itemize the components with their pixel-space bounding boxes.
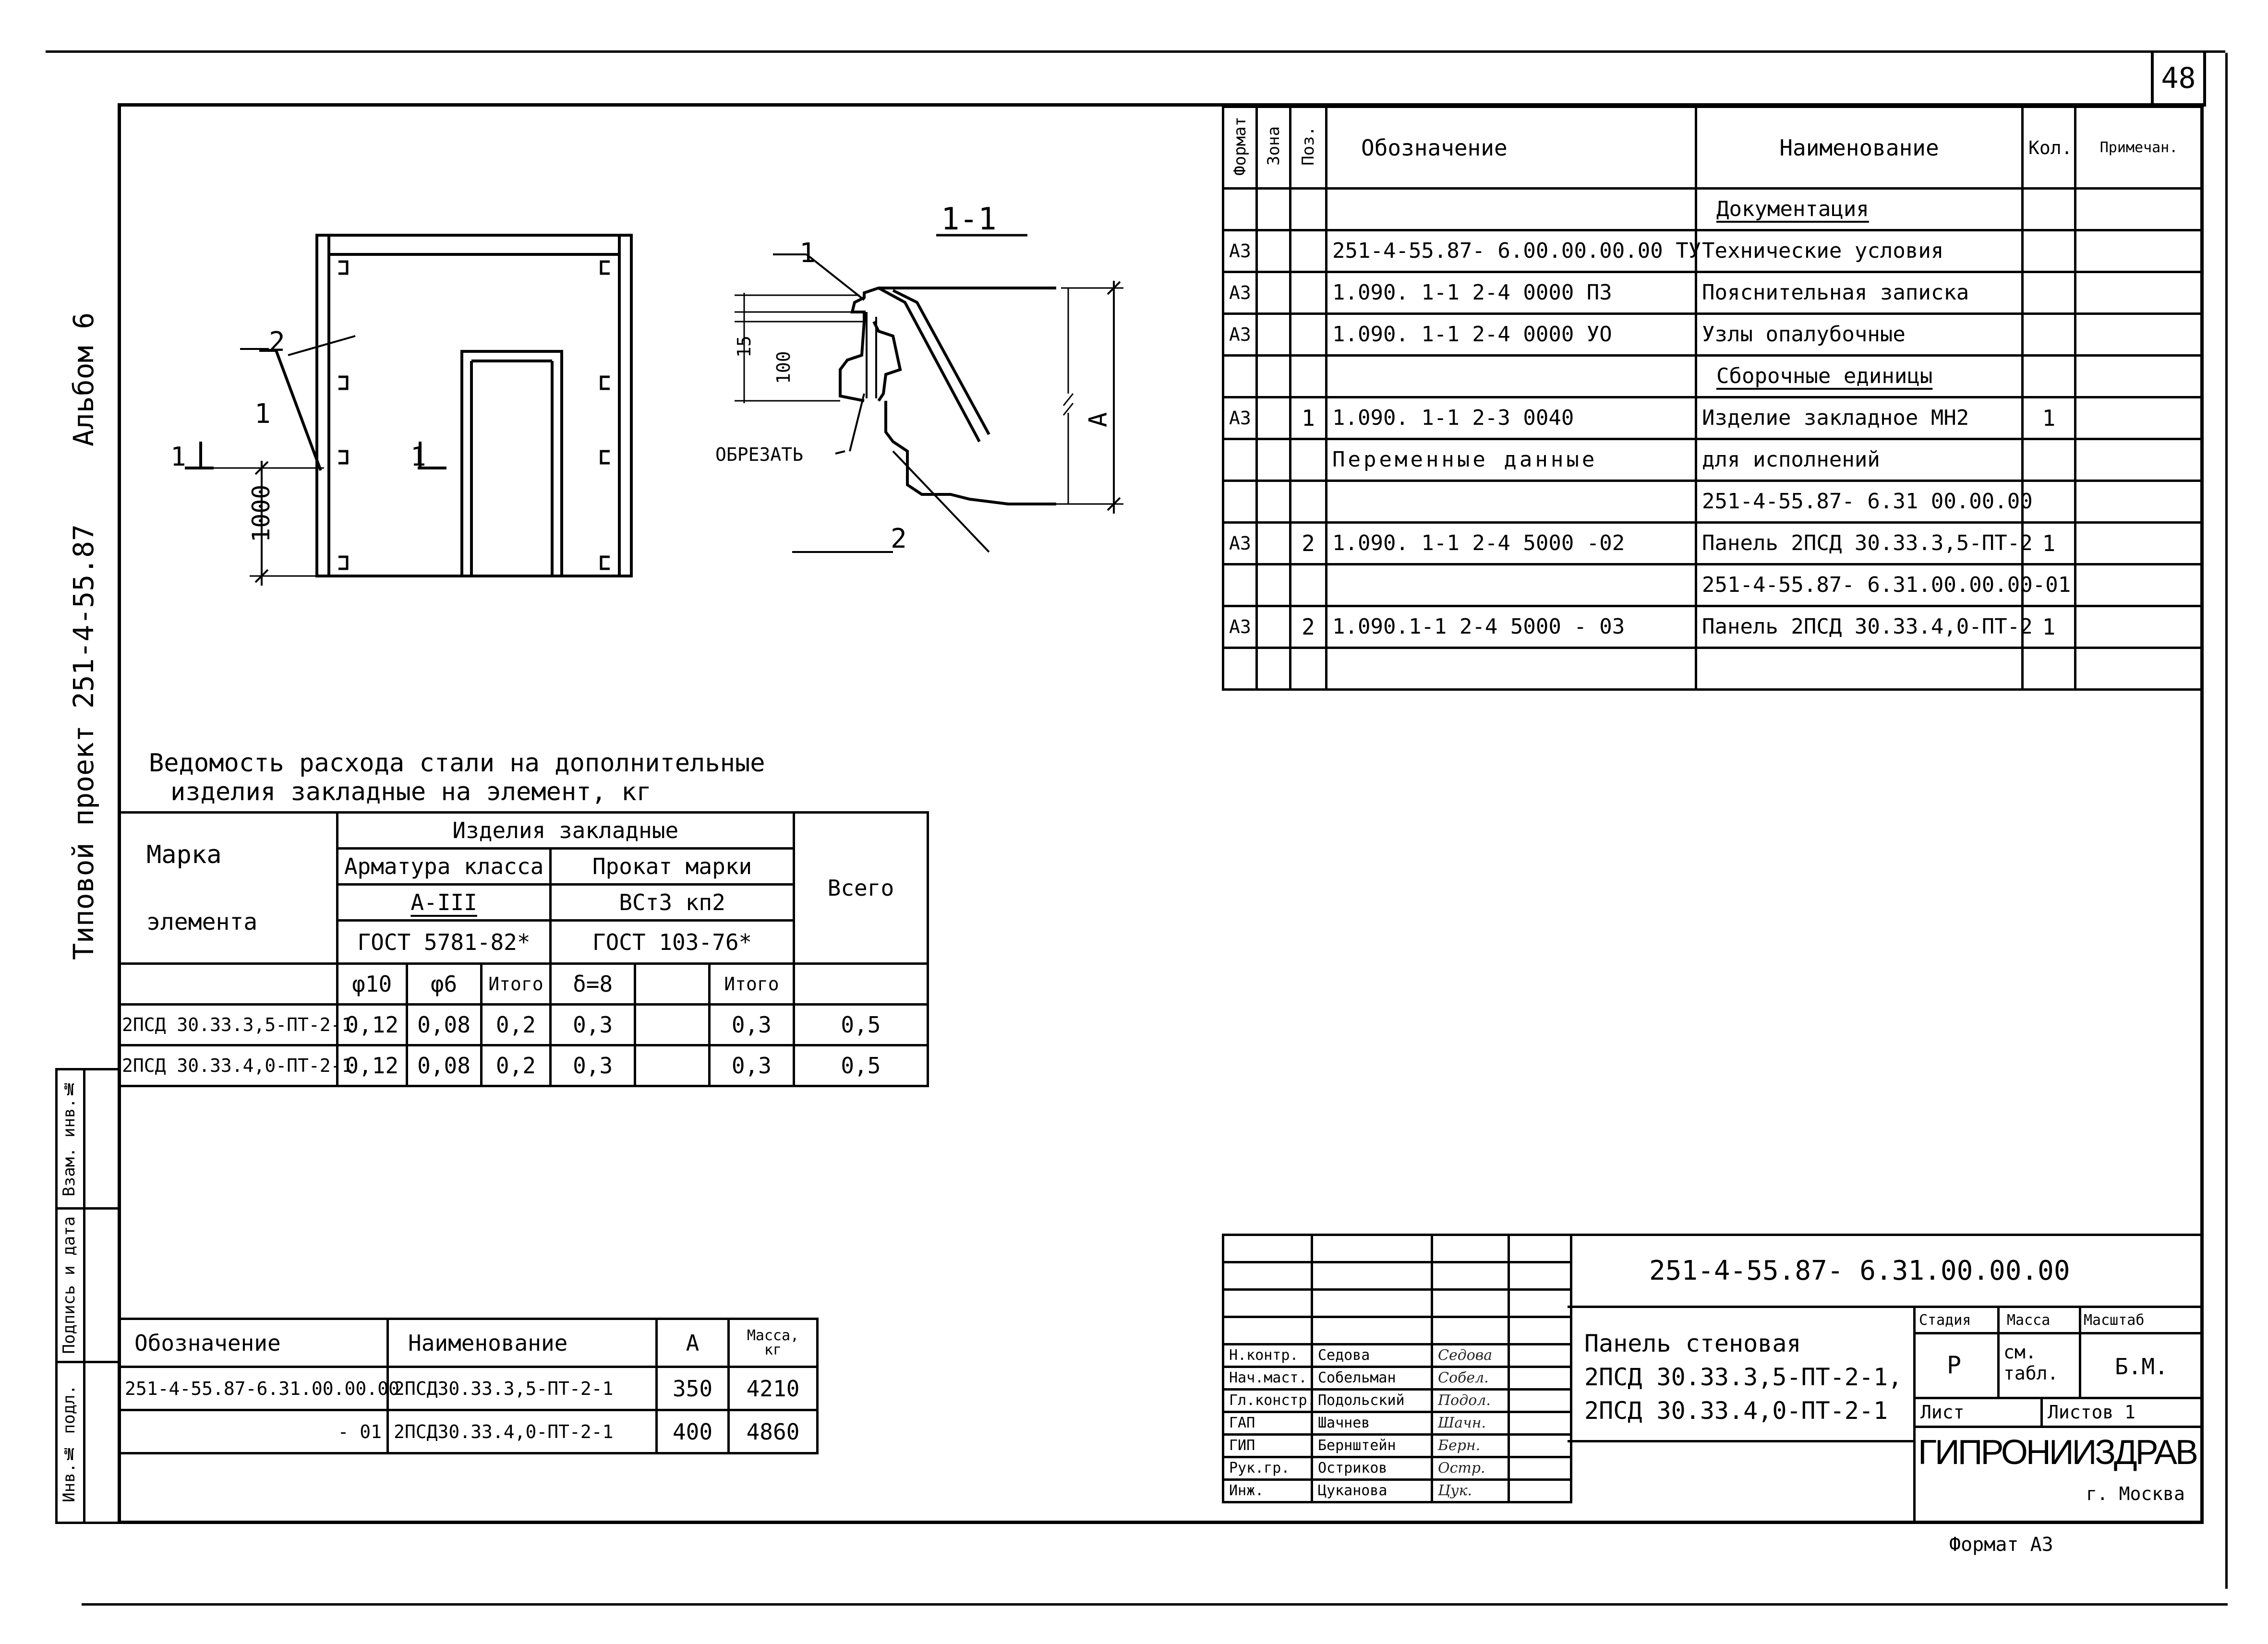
panel-outline <box>317 235 631 576</box>
tb-title-l1: Панель стеновая <box>1584 1330 1801 1357</box>
steel-h-blank <box>635 964 710 1005</box>
signatory-row <box>1223 1480 1571 1502</box>
spec-cell-name: Панель 2ПСД 30.33.4,0-ПТ-2 <box>1696 606 2023 648</box>
spec-cell-format: А3 <box>1223 230 1257 272</box>
signatory-name: Цуканова <box>1312 1480 1432 1502</box>
spec-cell-pos <box>1291 439 1327 481</box>
spec-cell-name: Технические условия <box>1696 230 2023 272</box>
spec-cell-note <box>2075 272 2203 314</box>
spec-cell-pos <box>1291 481 1327 523</box>
signatory-name: Седова <box>1312 1344 1432 1367</box>
spec-cell-qty <box>2023 189 2075 230</box>
signatory-sig: Берн. <box>1432 1435 1509 1457</box>
spec-cell-designation: 1.090. 1-1 2-3 0040 <box>1327 397 1696 439</box>
spec-cell-qty <box>2023 439 2075 481</box>
spec-h-designation: Обозначение <box>1327 107 1696 189</box>
spec-row <box>1223 481 2203 523</box>
spec-row <box>1223 439 2203 481</box>
signatory-sig: Подол. <box>1432 1390 1509 1412</box>
spec-cell-pos <box>1291 356 1327 397</box>
steel-row <box>119 1005 928 1045</box>
steel-table <box>118 811 929 1087</box>
signatory-date <box>1509 1412 1571 1435</box>
spec-cell-zone <box>1257 356 1291 397</box>
spec-cell-zone <box>1257 189 1291 230</box>
steel-cell-d10: 0,12 <box>337 1045 407 1086</box>
signatory-row <box>1223 1344 1571 1367</box>
spec-cell-format: А3 <box>1223 272 1257 314</box>
signatory-row <box>1223 1390 1571 1412</box>
bottom-rule <box>82 1603 2228 1606</box>
sign-date-label: Подпись и дата <box>60 1216 79 1354</box>
label-pos1-front: 1 <box>254 398 271 430</box>
spec-cell-name: Изделие закладное МН2 <box>1696 397 2023 439</box>
signatory-date <box>1509 1480 1571 1502</box>
spec-cell-zone <box>1257 606 1291 648</box>
steel-cell-total: 0,5 <box>794 1005 928 1045</box>
steel-h-rolled: Прокат марки <box>551 849 794 885</box>
steel-h-sub1: Итого <box>481 964 551 1005</box>
signatory-row <box>1223 1457 1571 1480</box>
spec-cell-note <box>2075 189 2203 230</box>
spec-cell-pos <box>1291 272 1327 314</box>
steel-cell-d6: 0,08 <box>407 1045 481 1086</box>
variant-cell-A: 350 <box>657 1367 729 1410</box>
tb-scale: Б.М. <box>2115 1354 2168 1380</box>
steel-row <box>119 1045 928 1086</box>
steel-cell-mark: 2ПСД 30.33.4,0-ПТ-2-1 <box>119 1045 338 1086</box>
signatory-name: Собельман <box>1312 1367 1432 1390</box>
steel-cell-sub1: 0,2 <box>481 1045 551 1086</box>
tb-sheet-label: Лист <box>1920 1402 1965 1423</box>
spec-row <box>1223 189 2203 230</box>
variant-cell-name: 2ПСД30.33.4,0-ПТ-2-1 <box>388 1410 657 1453</box>
sheet-number: 48 <box>2161 61 2196 95</box>
variant-cell-designation: 251-4-55.87-6.31.00.00.00 <box>119 1367 388 1410</box>
spec-cell-format: А3 <box>1223 314 1257 356</box>
spec-row <box>1223 648 2203 690</box>
spec-cell-format: А3 <box>1223 397 1257 439</box>
spec-cell-name: 251-4-55.87- 6.31.00.00.00-01 <box>1696 564 2023 606</box>
spec-row <box>1223 314 2203 356</box>
spec-h-pos: Поз. <box>1291 107 1327 189</box>
var-h-A: А <box>657 1319 729 1367</box>
spec-cell-designation <box>1327 648 1696 690</box>
steel-h-rebar: Арматура класса <box>337 849 550 885</box>
spec-cell-pos: 2 <box>1291 606 1327 648</box>
signatory-date <box>1509 1367 1571 1390</box>
right-rule <box>2225 53 2228 1589</box>
signatory-date <box>1509 1457 1571 1480</box>
side-album-label: Альбом 6 <box>67 312 100 446</box>
spec-table <box>1222 106 2204 691</box>
spec-cell-format <box>1223 356 1257 397</box>
signature-grid <box>1222 1234 1572 1503</box>
spec-h-zone: Зона <box>1257 107 1291 189</box>
title-block <box>1222 1234 2204 1524</box>
spec-h-format: Формат <box>1223 107 1257 189</box>
signatory-name: Остриков <box>1312 1457 1432 1480</box>
signatory-sig: Цук. <box>1432 1480 1509 1502</box>
label-dim-1000: 1000 <box>247 484 275 542</box>
inv-replace-label: Взам. инв.№ <box>60 1079 79 1197</box>
signatory-sig: Седова <box>1432 1344 1509 1367</box>
tb-title-l2: 2ПСД 30.33.3,5-ПТ-2-1, <box>1584 1363 1903 1391</box>
tb-title-l3: 2ПСД 30.33.4,0-ПТ-2-1 <box>1584 1397 1888 1425</box>
steel-h-rolled-gost: ГОСТ 103-76* <box>551 921 794 964</box>
spec-cell-name: 251-4-55.87- 6.31 00.00.00 <box>1696 481 2023 523</box>
label-pos2-front: 2 <box>269 326 285 358</box>
spec-cell-pos <box>1291 648 1327 690</box>
label-cut-note: ОБРЕЗАТЬ <box>715 444 804 465</box>
steel-h-rebar-class: А-III <box>337 885 550 921</box>
spec-cell-name: Документация <box>1696 189 2023 230</box>
spec-cell-pos <box>1291 189 1327 230</box>
signatory-role: Рук.гр. <box>1223 1457 1312 1480</box>
label-dim-100: 100 <box>773 351 794 384</box>
spec-cell-designation: 1.090. 1-1 2-4 0000 УО <box>1327 314 1696 356</box>
section-profile <box>852 288 1056 322</box>
variant-cell-A: 400 <box>657 1410 729 1453</box>
spec-cell-format <box>1223 481 1257 523</box>
tb-sheets-label: Листов 1 <box>2048 1402 2136 1423</box>
spec-cell-zone <box>1257 230 1291 272</box>
spec-cell-pos <box>1291 314 1327 356</box>
spec-cell-format: А3 <box>1223 606 1257 648</box>
label-pos1-section: 1 <box>799 238 816 269</box>
tb-h-scale: Масштаб <box>2084 1312 2145 1329</box>
side-project-label: Типовой проект 251-4-55.87 <box>67 524 100 960</box>
steel-cell-d10: 0,12 <box>337 1005 407 1045</box>
spec-row <box>1223 356 2203 397</box>
signatory-role: ГАП <box>1223 1412 1312 1435</box>
steel-h-blank-total <box>794 964 928 1005</box>
signatory-sig: Собел. <box>1432 1367 1509 1390</box>
format-label: Формат А3 <box>1949 1534 2053 1556</box>
signatory-name: Шачнев <box>1312 1412 1432 1435</box>
signatory-role: Н.контр. <box>1223 1344 1312 1367</box>
spec-h-name: Наименование <box>1696 107 2023 189</box>
steel-cell-sub2: 0,3 <box>710 1005 794 1045</box>
spec-row <box>1223 564 2203 606</box>
spec-cell-zone <box>1257 481 1291 523</box>
spec-cell-qty: 1 <box>2023 397 2075 439</box>
signatory-row <box>1223 1435 1571 1457</box>
steel-h-d6: φ6 <box>407 964 481 1005</box>
spec-row <box>1223 272 2203 314</box>
steel-h-rebar-gost: ГОСТ 5781-82* <box>337 921 550 964</box>
spec-cell-format <box>1223 648 1257 690</box>
spec-cell-note <box>2075 439 2203 481</box>
label-cut-right: 1 <box>410 442 426 472</box>
var-h-designation: Обозначение <box>119 1319 388 1367</box>
spec-cell-note <box>2075 356 2203 397</box>
signatory-role: Инж. <box>1223 1480 1312 1502</box>
spec-cell-pos: 2 <box>1291 523 1327 564</box>
spec-cell-qty <box>2023 314 2075 356</box>
steel-title-line1: Ведомость расхода стали на дополнительные <box>149 749 765 778</box>
variants-table <box>118 1318 819 1454</box>
spec-cell-note <box>2075 606 2203 648</box>
signatory-role: ГИП <box>1223 1435 1312 1457</box>
spec-h-note: Примечан. <box>2075 107 2203 189</box>
spec-cell-qty: 1 <box>2023 523 2075 564</box>
signatory-row <box>1223 1412 1571 1435</box>
spec-cell-zone <box>1257 272 1291 314</box>
spec-h-qty: Кол. <box>2023 107 2075 189</box>
steel-h-total: Всего <box>794 813 928 964</box>
signatory-row <box>1223 1367 1571 1390</box>
signatory-sig: Остр. <box>1432 1457 1509 1480</box>
spec-cell-name: Сборочные единицы <box>1696 356 2023 397</box>
steel-cell-sub1: 0,2 <box>481 1005 551 1045</box>
steel-h-rolled-grade: ВСт3 кп2 <box>551 885 794 921</box>
signatory-name: Подольский <box>1312 1390 1432 1412</box>
stamp-strip <box>55 1068 118 1524</box>
spec-cell-note <box>2075 564 2203 606</box>
spec-cell-note <box>2075 397 2203 439</box>
spec-cell-designation: 1.090.1-1 2-4 5000 - 03 <box>1327 606 1696 648</box>
spec-cell-name: для исполнений <box>1696 439 2023 481</box>
steel-cell-total: 0,5 <box>794 1045 928 1086</box>
steel-cell-d8: 0,3 <box>551 1045 635 1086</box>
signatory-role: Нач.маст. <box>1223 1367 1312 1390</box>
tb-city: г. Москва <box>2086 1483 2185 1504</box>
steel-cell-sub2: 0,3 <box>710 1045 794 1086</box>
door-opening <box>462 351 562 576</box>
spec-cell-name: Панель 2ПСД 30.33.3,5-ПТ-2 <box>1696 523 2023 564</box>
spec-cell-qty <box>2023 356 2075 397</box>
label-cut-left: 1 <box>170 442 186 472</box>
spec-cell-designation: 1.090. 1-1 2-4 5000 -02 <box>1327 523 1696 564</box>
signatory-sig: Шачн. <box>1432 1412 1509 1435</box>
spec-cell-qty <box>2023 648 2075 690</box>
steel-h-mark: Марка элемента <box>119 813 338 964</box>
sheet-number-box <box>2151 53 2206 107</box>
label-dim-A: A <box>1084 412 1113 427</box>
spec-cell-zone <box>1257 314 1291 356</box>
label-dim-15: 15 <box>734 336 755 358</box>
spec-cell-format <box>1223 564 1257 606</box>
steel-title-line2: изделия закладные на элемент, кг <box>170 778 651 806</box>
tb-h-stage: Стадия <box>1919 1312 1971 1329</box>
steel-cell-mark: 2ПСД 30.33.3,5-ПТ-2-1 <box>119 1005 338 1045</box>
spec-cell-designation: 1.090. 1-1 2-4 0000 ПЗ <box>1327 272 1696 314</box>
spec-cell-zone <box>1257 439 1291 481</box>
signatory-date <box>1509 1344 1571 1367</box>
spec-cell-format <box>1223 189 1257 230</box>
inv-orig-label: Инв.№ подл. <box>60 1385 79 1502</box>
spec-row <box>1223 397 2203 439</box>
signatory-name: Бернштейн <box>1312 1435 1432 1457</box>
steel-h-group: Изделия закладные <box>337 813 794 849</box>
spec-cell-note <box>2075 481 2203 523</box>
steel-cell-d8: 0,3 <box>551 1005 635 1045</box>
var-h-name: Наименование <box>388 1319 657 1367</box>
spec-cell-qty <box>2023 230 2075 272</box>
spec-row <box>1223 230 2203 272</box>
spec-cell-name <box>1696 648 2023 690</box>
variant-row <box>119 1410 818 1453</box>
steel-h-d8: δ=8 <box>551 964 635 1005</box>
steel-h-blank-mark <box>119 964 338 1005</box>
spec-cell-designation <box>1327 564 1696 606</box>
spec-cell-format: А3 <box>1223 523 1257 564</box>
spec-cell-zone <box>1257 648 1291 690</box>
spec-cell-qty <box>2023 272 2075 314</box>
tb-org: ГИПРОНИИЗДРАВ <box>1918 1433 2196 1472</box>
variant-cell-mass: 4860 <box>729 1410 818 1453</box>
spec-cell-qty: 1 <box>2023 606 2075 648</box>
variant-cell-name: 2ПСД30.33.3,5-ПТ-2-1 <box>388 1367 657 1410</box>
spec-cell-format <box>1223 439 1257 481</box>
spec-cell-designation <box>1327 356 1696 397</box>
variant-cell-designation: - 01 <box>119 1410 388 1453</box>
spec-cell-designation: 251-4-55.87- 6.00.00.00.00 ТУ <box>1327 230 1696 272</box>
signatory-date <box>1509 1390 1571 1412</box>
panel-drawing <box>144 144 1248 624</box>
spec-cell-pos <box>1291 230 1327 272</box>
spec-cell-name: Пояснительная записка <box>1696 272 2023 314</box>
section-title: 1-1 <box>941 202 997 237</box>
steel-h-d10: φ10 <box>337 964 407 1005</box>
steel-cell-d6: 0,08 <box>407 1005 481 1045</box>
spec-cell-name: Узлы опалубочные <box>1696 314 2023 356</box>
spec-cell-designation <box>1327 481 1696 523</box>
spec-cell-note <box>2075 314 2203 356</box>
variant-cell-mass: 4210 <box>729 1367 818 1410</box>
tb-h-mass: Масса <box>2007 1312 2051 1329</box>
spec-row <box>1223 523 2203 564</box>
steel-cell-blank <box>635 1005 710 1045</box>
spec-cell-zone <box>1257 523 1291 564</box>
spec-cell-pos <box>1291 564 1327 606</box>
signatory-date <box>1509 1435 1571 1457</box>
steel-cell-blank <box>635 1045 710 1086</box>
steel-h-sub2: Итого <box>710 964 794 1005</box>
spec-cell-zone <box>1257 397 1291 439</box>
label-pos2-section: 2 <box>891 523 907 554</box>
spec-cell-zone <box>1257 564 1291 606</box>
spec-cell-pos: 1 <box>1291 397 1327 439</box>
variant-row <box>119 1367 818 1410</box>
var-h-mass: Масса, кг <box>729 1319 818 1367</box>
top-rule <box>46 50 2225 53</box>
spec-cell-note <box>2075 648 2203 690</box>
spec-cell-note <box>2075 230 2203 272</box>
spec-cell-note <box>2075 523 2203 564</box>
spec-cell-designation: Переменные данные <box>1327 439 1696 481</box>
tb-mass: см. табл. <box>2003 1342 2059 1384</box>
tb-stage: Р <box>1947 1351 1962 1379</box>
spec-cell-designation <box>1327 189 1696 230</box>
spec-row <box>1223 606 2203 648</box>
tb-doc-code: 251-4-55.87- 6.31.00.00.00 <box>1649 1255 2070 1286</box>
signatory-role: Гл.констр. <box>1223 1390 1312 1412</box>
